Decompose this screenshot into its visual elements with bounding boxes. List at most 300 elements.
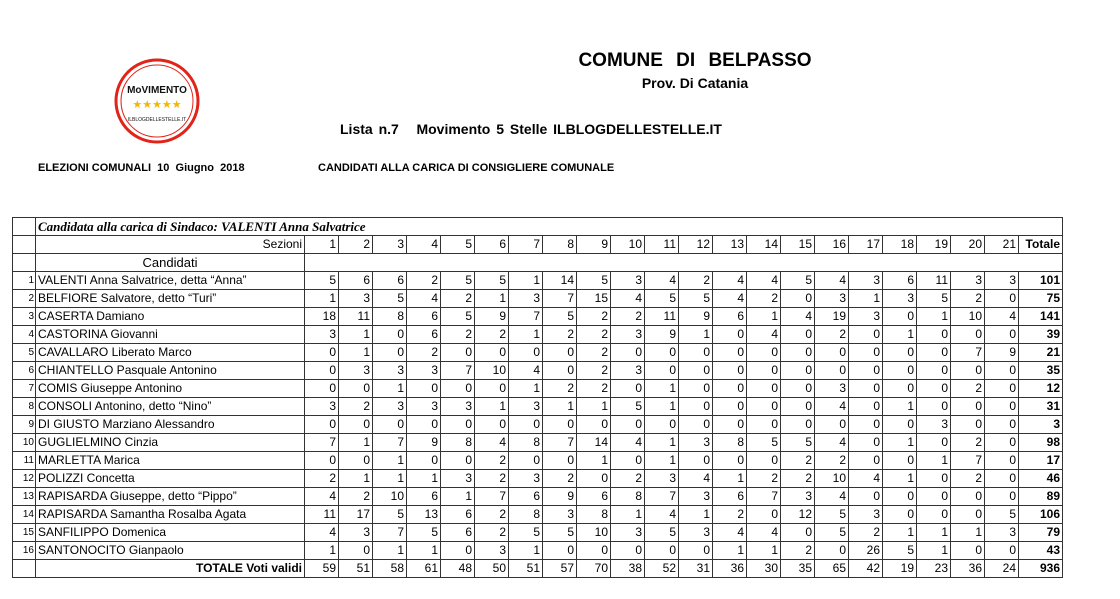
vote-count: 0 (849, 362, 883, 380)
vote-count: 1 (849, 290, 883, 308)
table-row (13, 416, 1063, 434)
candidate-total: 106 (1019, 506, 1063, 524)
vote-count: 4 (985, 308, 1019, 326)
vote-count: 0 (985, 470, 1019, 488)
vote-count: 1 (373, 380, 407, 398)
vote-count: 5 (815, 506, 849, 524)
vote-count: 0 (407, 452, 441, 470)
candidate-name: SANFILIPPO Domenica (36, 524, 305, 542)
vote-count: 3 (475, 542, 509, 560)
vote-count: 1 (373, 470, 407, 488)
vote-count: 2 (951, 380, 985, 398)
vote-count: 3 (883, 290, 917, 308)
vote-count: 1 (713, 542, 747, 560)
candidate-total: 98 (1019, 434, 1063, 452)
vote-count: 4 (679, 470, 713, 488)
vote-count: 4 (815, 398, 849, 416)
vote-count: 11 (917, 272, 951, 290)
table-row (13, 272, 1063, 290)
section-total: 30 (747, 560, 781, 578)
vote-count: 0 (951, 542, 985, 560)
vote-count: 2 (543, 326, 577, 344)
vote-count: 6 (373, 272, 407, 290)
vote-count: 0 (917, 326, 951, 344)
vote-count: 0 (441, 380, 475, 398)
candidate-name: COMIS Giuseppe Antonino (36, 380, 305, 398)
vote-count: 3 (849, 506, 883, 524)
vote-count: 0 (883, 344, 917, 362)
vote-count: 5 (645, 290, 679, 308)
vote-count: 1 (373, 452, 407, 470)
vote-count: 3 (543, 506, 577, 524)
vote-count: 3 (339, 290, 373, 308)
candidates-header-row (13, 254, 1063, 272)
vote-count: 3 (849, 272, 883, 290)
section-total: 51 (339, 560, 373, 578)
table-row (13, 470, 1063, 488)
vote-count: 1 (509, 272, 543, 290)
vote-count: 15 (577, 290, 611, 308)
vote-count: 0 (679, 416, 713, 434)
list-title: Lista n.7 Movimento 5 Stelle ILBLOGDELLESTELLE.IT (340, 121, 722, 137)
vote-count: 0 (577, 470, 611, 488)
blank-cell (305, 254, 1063, 272)
vote-count: 0 (339, 452, 373, 470)
vote-count: 0 (781, 344, 815, 362)
vote-count: 8 (713, 434, 747, 452)
vote-count: 3 (373, 362, 407, 380)
section-number: 18 (883, 236, 917, 254)
vote-count: 0 (815, 542, 849, 560)
vote-count: 5 (543, 308, 577, 326)
vote-count: 4 (475, 434, 509, 452)
vote-count: 5 (781, 434, 815, 452)
vote-count: 1 (679, 506, 713, 524)
results-table (12, 217, 1063, 578)
table-row (13, 398, 1063, 416)
vote-count: 7 (543, 434, 577, 452)
vote-count: 4 (305, 524, 339, 542)
vote-count: 3 (305, 326, 339, 344)
vote-count: 4 (509, 362, 543, 380)
vote-count: 0 (985, 542, 1019, 560)
vote-count: 3 (849, 308, 883, 326)
vote-count: 4 (815, 434, 849, 452)
vote-count: 4 (611, 290, 645, 308)
vote-count: 3 (679, 524, 713, 542)
vote-count: 2 (577, 380, 611, 398)
vote-count: 4 (747, 524, 781, 542)
vote-count: 9 (543, 488, 577, 506)
vote-count: 9 (475, 308, 509, 326)
vote-count: 0 (917, 434, 951, 452)
vote-count: 1 (883, 326, 917, 344)
section-total: 38 (611, 560, 645, 578)
section-total: 57 (543, 560, 577, 578)
vote-count: 1 (951, 524, 985, 542)
section-number: 15 (781, 236, 815, 254)
vote-count: 4 (611, 434, 645, 452)
vote-count: 9 (679, 308, 713, 326)
vote-count: 0 (815, 416, 849, 434)
vote-count: 0 (543, 416, 577, 434)
section-number: 2 (339, 236, 373, 254)
vote-count: 7 (509, 308, 543, 326)
vote-count: 2 (441, 326, 475, 344)
vote-count: 0 (713, 398, 747, 416)
vote-count: 7 (747, 488, 781, 506)
vote-count: 10 (475, 362, 509, 380)
vote-count: 1 (305, 542, 339, 560)
vote-count: 1 (883, 524, 917, 542)
mayor-row (13, 218, 1063, 236)
vote-count: 5 (679, 290, 713, 308)
vote-count: 0 (339, 416, 373, 434)
vote-count: 0 (917, 488, 951, 506)
vote-count: 3 (407, 398, 441, 416)
vote-count: 5 (373, 290, 407, 308)
vote-count: 10 (577, 524, 611, 542)
vote-count: 7 (951, 452, 985, 470)
vote-count: 5 (407, 524, 441, 542)
section-number: 11 (645, 236, 679, 254)
vote-count: 2 (747, 290, 781, 308)
vote-count: 7 (645, 488, 679, 506)
province: Prov. Di Catania (641, 75, 749, 91)
svg-text:MoVIMENTO: MoVIMENTO (127, 85, 187, 96)
vote-count: 2 (475, 506, 509, 524)
vote-count: 3 (985, 524, 1019, 542)
vote-count: 26 (849, 542, 883, 560)
vote-count: 2 (339, 488, 373, 506)
table-row (13, 542, 1063, 560)
vote-count: 1 (339, 434, 373, 452)
vote-count: 0 (339, 542, 373, 560)
vote-count: 0 (883, 362, 917, 380)
candidate-number: 4 (13, 326, 36, 344)
vote-count: 0 (917, 362, 951, 380)
candidate-total: 79 (1019, 524, 1063, 542)
candidate-name: POLIZZI Concetta (36, 470, 305, 488)
vote-count: 3 (509, 470, 543, 488)
vote-count: 2 (475, 470, 509, 488)
vote-count: 1 (917, 308, 951, 326)
vote-count: 2 (611, 470, 645, 488)
vote-count: 6 (713, 488, 747, 506)
vote-count: 1 (917, 524, 951, 542)
candidate-number: 5 (13, 344, 36, 362)
vote-count: 0 (985, 362, 1019, 380)
vote-count: 0 (543, 542, 577, 560)
section-number: 4 (407, 236, 441, 254)
vote-count: 1 (509, 380, 543, 398)
vote-count: 0 (713, 362, 747, 380)
vote-count: 3 (407, 362, 441, 380)
vote-count: 10 (373, 488, 407, 506)
totals-label: TOTALE Voti validi (36, 560, 305, 578)
vote-count: 0 (679, 380, 713, 398)
vote-count: 4 (747, 326, 781, 344)
vote-count: 0 (305, 344, 339, 362)
vote-count: 2 (713, 506, 747, 524)
vote-count: 3 (781, 488, 815, 506)
vote-count: 0 (781, 290, 815, 308)
vote-count: 1 (407, 470, 441, 488)
section-number: 16 (815, 236, 849, 254)
candidate-number: 11 (13, 452, 36, 470)
vote-count: 1 (883, 470, 917, 488)
vote-count: 7 (543, 290, 577, 308)
vote-count: 3 (917, 416, 951, 434)
candidate-number: 14 (13, 506, 36, 524)
vote-count: 5 (475, 272, 509, 290)
vote-count: 8 (373, 308, 407, 326)
vote-count: 5 (883, 542, 917, 560)
vote-count: 8 (509, 434, 543, 452)
candidate-total: 43 (1019, 542, 1063, 560)
vote-count: 1 (305, 290, 339, 308)
vote-count: 0 (475, 416, 509, 434)
vote-count: 0 (985, 326, 1019, 344)
vote-count: 0 (985, 398, 1019, 416)
vote-count: 5 (815, 524, 849, 542)
vote-count: 1 (713, 470, 747, 488)
section-total: 61 (407, 560, 441, 578)
section-total: 19 (883, 560, 917, 578)
vote-count: 0 (509, 416, 543, 434)
vote-count: 0 (849, 380, 883, 398)
vote-count: 0 (373, 344, 407, 362)
vote-count: 0 (985, 416, 1019, 434)
vote-count: 7 (373, 524, 407, 542)
blank-cell (13, 236, 36, 254)
candidate-number: 1 (13, 272, 36, 290)
vote-count: 1 (747, 542, 781, 560)
candidate-total: 75 (1019, 290, 1063, 308)
vote-count: 5 (441, 272, 475, 290)
vote-count: 7 (951, 344, 985, 362)
vote-count: 5 (441, 308, 475, 326)
candidate-number: 8 (13, 398, 36, 416)
vote-count: 0 (951, 506, 985, 524)
vote-count: 2 (577, 344, 611, 362)
totals-row (13, 560, 1063, 578)
total-header: Totale (1019, 236, 1063, 254)
vote-count: 0 (985, 290, 1019, 308)
vote-count: 0 (645, 344, 679, 362)
vote-count: 1 (611, 506, 645, 524)
vote-count: 11 (645, 308, 679, 326)
vote-count: 0 (543, 452, 577, 470)
candidate-total: 141 (1019, 308, 1063, 326)
vote-count: 4 (781, 308, 815, 326)
section-number: 6 (475, 236, 509, 254)
vote-count: 2 (781, 470, 815, 488)
vote-count: 14 (543, 272, 577, 290)
section-number: 21 (985, 236, 1019, 254)
vote-count: 0 (611, 542, 645, 560)
vote-count: 4 (815, 488, 849, 506)
candidate-name: GUGLIELMINO Cinzia (36, 434, 305, 452)
candidate-number: 10 (13, 434, 36, 452)
vote-count: 0 (611, 416, 645, 434)
vote-count: 2 (543, 380, 577, 398)
vote-count: 6 (407, 326, 441, 344)
vote-count: 3 (985, 272, 1019, 290)
vote-count: 1 (475, 398, 509, 416)
vote-count: 6 (339, 272, 373, 290)
vote-count: 0 (713, 344, 747, 362)
vote-count: 0 (679, 398, 713, 416)
candidate-number: 3 (13, 308, 36, 326)
vote-count: 3 (441, 398, 475, 416)
vote-count: 8 (509, 506, 543, 524)
vote-count: 0 (781, 326, 815, 344)
vote-count: 2 (849, 524, 883, 542)
vote-count: 0 (815, 362, 849, 380)
table-row (13, 344, 1063, 362)
section-number: 20 (951, 236, 985, 254)
table-row (13, 488, 1063, 506)
vote-count: 0 (305, 452, 339, 470)
candidates-label: Candidati (36, 254, 305, 272)
table-row (13, 452, 1063, 470)
vote-count: 4 (713, 524, 747, 542)
vote-count: 0 (543, 362, 577, 380)
vote-count: 4 (747, 272, 781, 290)
vote-count: 0 (747, 506, 781, 524)
section-number: 5 (441, 236, 475, 254)
vote-count: 1 (475, 290, 509, 308)
vote-count: 0 (781, 398, 815, 416)
vote-count: 2 (407, 272, 441, 290)
section-total: 24 (985, 560, 1019, 578)
section-number: 9 (577, 236, 611, 254)
vote-count: 2 (543, 470, 577, 488)
vote-count: 0 (951, 398, 985, 416)
section-total: 48 (441, 560, 475, 578)
election-date: ELEZIONI COMUNALI 10 Giugno 2018 (38, 162, 245, 174)
vote-count: 4 (713, 290, 747, 308)
page-title: COMUNE DI BELPASSO (578, 50, 812, 71)
table-row (13, 290, 1063, 308)
vote-count: 8 (611, 488, 645, 506)
vote-count: 2 (475, 452, 509, 470)
candidate-total: 101 (1019, 272, 1063, 290)
vote-count: 0 (747, 416, 781, 434)
vote-count: 0 (951, 326, 985, 344)
vote-count: 3 (611, 326, 645, 344)
vote-count: 2 (679, 272, 713, 290)
vote-count: 14 (577, 434, 611, 452)
candidate-total: 46 (1019, 470, 1063, 488)
vote-count: 10 (951, 308, 985, 326)
vote-count: 2 (815, 326, 849, 344)
vote-count: 0 (441, 344, 475, 362)
vote-count: 9 (407, 434, 441, 452)
vote-count: 3 (339, 524, 373, 542)
vote-count: 0 (577, 416, 611, 434)
vote-count: 0 (849, 416, 883, 434)
vote-count: 0 (645, 362, 679, 380)
vote-count: 2 (441, 290, 475, 308)
table-row (13, 380, 1063, 398)
vote-count: 1 (577, 398, 611, 416)
candidate-name: SANTONOCITO Gianpaolo (36, 542, 305, 560)
sections-label: Sezioni (36, 236, 305, 254)
candidate-total: 31 (1019, 398, 1063, 416)
vote-count: 5 (611, 398, 645, 416)
blank-cell (13, 218, 36, 236)
section-total: 31 (679, 560, 713, 578)
vote-count: 0 (407, 380, 441, 398)
vote-count: 6 (441, 506, 475, 524)
candidate-number: 16 (13, 542, 36, 560)
vote-count: 5 (747, 434, 781, 452)
vote-count: 0 (917, 344, 951, 362)
vote-count: 0 (985, 488, 1019, 506)
vote-count: 2 (611, 308, 645, 326)
candidate-number: 15 (13, 524, 36, 542)
vote-count: 1 (747, 308, 781, 326)
candidate-total: 12 (1019, 380, 1063, 398)
table-row (13, 434, 1063, 452)
vote-count: 3 (441, 470, 475, 488)
vote-count: 0 (951, 488, 985, 506)
vote-count: 6 (577, 488, 611, 506)
section-total: 65 (815, 560, 849, 578)
vote-count: 1 (679, 326, 713, 344)
vote-count: 0 (611, 344, 645, 362)
vote-count: 0 (951, 362, 985, 380)
section-number: 1 (305, 236, 339, 254)
table-row (13, 524, 1063, 542)
vote-count: 1 (373, 542, 407, 560)
vote-count: 0 (475, 380, 509, 398)
vote-count: 0 (577, 542, 611, 560)
vote-count: 2 (475, 524, 509, 542)
vote-count: 2 (815, 452, 849, 470)
vote-count: 8 (441, 434, 475, 452)
vote-count: 0 (985, 452, 1019, 470)
candidate-total: 89 (1019, 488, 1063, 506)
vote-count: 0 (883, 506, 917, 524)
section-total: 36 (951, 560, 985, 578)
vote-count: 2 (577, 308, 611, 326)
vote-count: 0 (849, 452, 883, 470)
vote-count: 0 (883, 488, 917, 506)
vote-count: 1 (645, 434, 679, 452)
vote-count: 0 (679, 452, 713, 470)
vote-count: 0 (883, 452, 917, 470)
vote-count: 10 (815, 470, 849, 488)
sections-header-row (13, 236, 1063, 254)
candidate-name: CHIANTELLO Pasquale Antonino (36, 362, 305, 380)
vote-count: 6 (883, 272, 917, 290)
section-total: 42 (849, 560, 883, 578)
vote-count: 7 (475, 488, 509, 506)
vote-count: 6 (407, 488, 441, 506)
vote-count: 2 (339, 398, 373, 416)
vote-count: 2 (577, 362, 611, 380)
vote-count: 0 (611, 452, 645, 470)
vote-count: 3 (679, 488, 713, 506)
vote-count: 6 (407, 308, 441, 326)
section-number: 19 (917, 236, 951, 254)
vote-count: 5 (543, 524, 577, 542)
vote-count: 0 (747, 362, 781, 380)
section-number: 8 (543, 236, 577, 254)
